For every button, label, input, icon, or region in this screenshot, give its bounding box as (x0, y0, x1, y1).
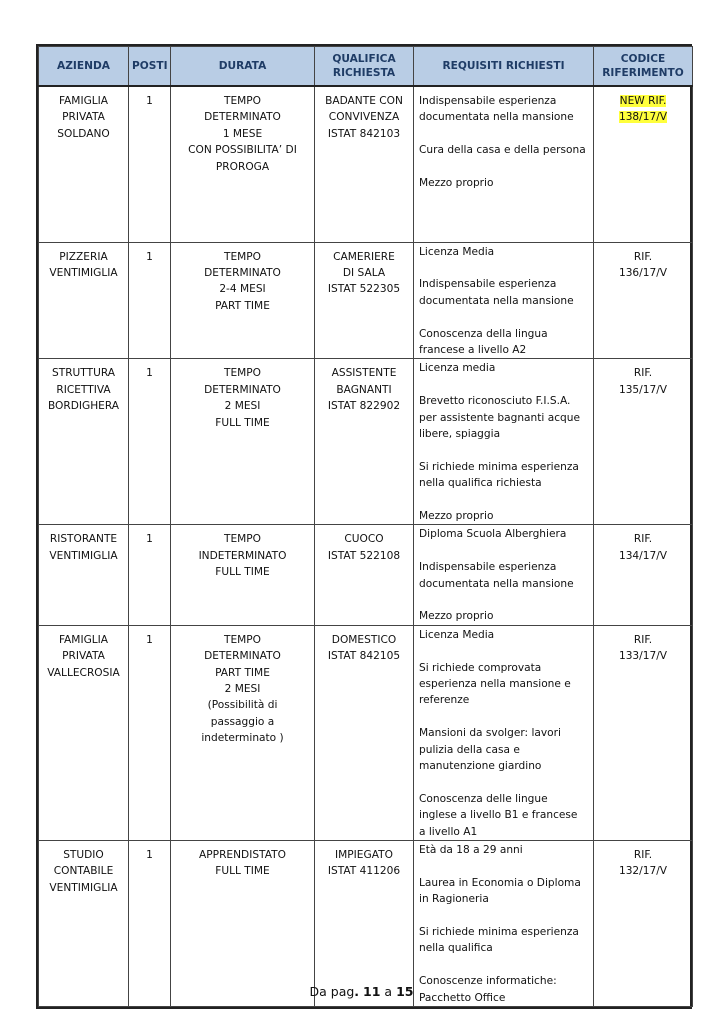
cell-durata (171, 625, 315, 840)
codice-line: 136/17/V (618, 266, 668, 279)
cell-qualifica-line: CONVIVENZA (328, 111, 400, 124)
cell-durata-line: DETERMINATO (204, 111, 281, 124)
requisito-line: Si richiede minima esperienza (419, 460, 579, 473)
footer-to-page: 15 (396, 984, 414, 999)
cell-durata-line: DETERMINATO (204, 383, 281, 396)
requisito-line: Si richiede minima esperienza (419, 925, 579, 938)
cell-posti (129, 525, 171, 625)
cell-azienda-line: FAMIGLIA (58, 633, 109, 646)
cell-azienda-line: VENTIMIGLIA (49, 549, 118, 562)
cell-durata-line: APPRENDISTATO (199, 848, 286, 861)
cell-durata-line: PROROGA (215, 160, 270, 173)
cell-durata-line: TEMPO (223, 95, 262, 107)
cell-azienda-line: PRIVATA (62, 650, 105, 663)
cell-azienda-line: STUDIO (63, 848, 104, 861)
codice-highlighted-line: NEW RIF. (619, 95, 667, 107)
cell-posti (129, 625, 171, 840)
requisito-line: manutenzione giardino (419, 759, 542, 772)
header-posti: POSTI (129, 47, 171, 87)
cell-durata-line: FULL TIME (215, 865, 270, 878)
cell-durata (171, 242, 315, 359)
footer-prefix: Da pag (309, 984, 355, 999)
cell-qualifica-line: ISTAT 822902 (327, 400, 401, 413)
cell-durata-line: 2-4 MESI (219, 283, 266, 296)
cell-codice (594, 625, 693, 840)
cell-azienda (39, 86, 129, 242)
requisito-line: francese a livello A2 (419, 343, 527, 356)
cell-durata-line: FULL TIME (215, 416, 270, 429)
cell-durata-line: DETERMINATO (204, 650, 281, 663)
cell-posti-line: 1 (146, 633, 153, 646)
table-row (39, 359, 693, 525)
job-offers-table-frame (36, 44, 692, 1009)
cell-qualifica (315, 525, 414, 625)
codice-line: RIF. (633, 367, 653, 380)
cell-qualifica (315, 840, 414, 1006)
cell-posti-line: 1 (146, 533, 153, 546)
requisito-line: Diploma Scuola Alberghiera (419, 528, 567, 541)
cell-durata (171, 86, 315, 242)
requisito-line: Si richiede comprovata (419, 661, 542, 674)
cell-qualifica-line: ISTAT 842105 (327, 650, 401, 663)
table-row (39, 625, 693, 840)
cell-qualifica-line: ISTAT 522305 (327, 283, 401, 296)
requisito-line: Cura della casa e della persona (419, 144, 586, 157)
requisito-line: Conoscenze informatiche: (419, 975, 557, 988)
cell-codice (594, 242, 693, 359)
cell-posti-line: 1 (146, 95, 153, 107)
job-offers-table (38, 46, 693, 1007)
page-range-footer (0, 984, 723, 999)
cell-qualifica (315, 242, 414, 359)
requisito-line: Mansioni da svolger: lavori (419, 727, 561, 740)
cell-posti (129, 86, 171, 242)
cell-azienda (39, 242, 129, 359)
requisito-line: pulizia della casa e (419, 743, 520, 756)
cell-durata-line: CON POSSIBILITA’ DI (188, 144, 297, 157)
table-row (39, 840, 693, 1006)
table-body (39, 86, 693, 1006)
cell-durata-line: 1 MESE (222, 127, 263, 140)
cell-azienda-line: STRUTTURA (52, 367, 115, 380)
header-azienda: AZIENDA (39, 47, 129, 87)
requisito-line: Mezzo proprio (419, 610, 494, 623)
cell-durata-line: TEMPO (223, 367, 262, 380)
cell-durata-line: TEMPO (223, 533, 262, 546)
cell-durata-line: (Possibilità di (207, 699, 278, 712)
cell-azienda-line: VALLECROSIA (47, 666, 120, 679)
cell-qualifica-line: CUOCO (344, 533, 384, 546)
requisito-line: in Ragioneria (419, 893, 489, 906)
cell-durata-line: TEMPO (223, 633, 262, 646)
cell-requisiti (414, 625, 594, 840)
cell-posti (129, 840, 171, 1006)
table-header-row (39, 47, 693, 87)
requisito-line: per assistente bagnanti acque (419, 411, 580, 424)
cell-durata-line: 2 MESI (224, 400, 261, 413)
cell-qualifica-line: ISTAT 522108 (327, 549, 401, 562)
cell-qualifica-line: ASSISTENTE (331, 367, 397, 380)
footer-dot: . (354, 984, 360, 999)
requisito-line: Brevetto riconosciuto F.I.S.A. (419, 395, 571, 408)
header-durata: DURATA (171, 47, 315, 87)
requisito-line: nella qualifica (419, 942, 493, 955)
requisito-line: Licenza Media (419, 245, 495, 258)
codice-line: 133/17/V (618, 650, 668, 663)
footer-mid: a (384, 984, 393, 999)
cell-qualifica-line: ISTAT 411206 (327, 865, 401, 878)
cell-codice (594, 525, 693, 625)
cell-qualifica-line: IMPIEGATO (335, 848, 393, 861)
codice-line: RIF. (633, 848, 653, 861)
requisito-line: Indispensabile esperienza (419, 278, 557, 291)
cell-durata-line: PART TIME (215, 299, 270, 312)
cell-posti (129, 359, 171, 525)
cell-posti-line: 1 (146, 848, 153, 861)
requisito-line: libere, spiaggia (419, 427, 501, 440)
cell-azienda (39, 840, 129, 1006)
cell-codice (594, 86, 693, 242)
cell-requisiti (414, 359, 594, 525)
cell-posti (129, 242, 171, 359)
codice-highlighted-line: 138/17/V (618, 111, 668, 124)
cell-qualifica (315, 86, 414, 242)
cell-requisiti (414, 86, 594, 242)
cell-durata (171, 840, 315, 1006)
requisito-line: Laurea in Economia o Diploma (419, 876, 581, 889)
cell-azienda-line: RICETTIVA (56, 383, 111, 396)
cell-posti-line: 1 (146, 250, 153, 263)
cell-durata-line: 2 MESI (224, 682, 261, 695)
cell-durata-line: TEMPO (223, 250, 262, 263)
requisito-line: nella qualifica richiesta (419, 477, 542, 490)
cell-posti-line: 1 (146, 367, 153, 380)
requisito-line: Età da 18 a 29 anni (419, 843, 523, 856)
requisito-line: documentata nella mansione (419, 111, 574, 124)
footer-from-page: 11 (363, 984, 381, 999)
header-qualifica: QUALIFICA RICHIESTA (315, 47, 414, 87)
cell-durata (171, 359, 315, 525)
cell-azienda-line: CONTABILE (53, 865, 114, 878)
requisito-line: documentata nella mansione (419, 577, 574, 590)
table-row (39, 86, 693, 242)
cell-durata-line: PART TIME (215, 666, 270, 679)
requisito-line: esperienza nella mansione e (419, 677, 571, 690)
cell-requisiti (414, 242, 594, 359)
cell-azienda (39, 359, 129, 525)
header-requisiti: REQUISITI RICHIESTI (414, 47, 594, 87)
requisito-line: Mezzo proprio (419, 509, 494, 522)
cell-qualifica (315, 625, 414, 840)
requisito-line: Pacchetto Office (419, 991, 506, 1004)
cell-durata-line: passaggio a (210, 715, 275, 728)
requisito-line: Indispensabile esperienza (419, 561, 557, 574)
cell-durata-line: DETERMINATO (204, 266, 281, 279)
cell-qualifica-line: DI SALA (342, 266, 386, 279)
cell-codice (594, 359, 693, 525)
cell-requisiti (414, 840, 594, 1006)
cell-azienda (39, 625, 129, 840)
cell-azienda-line: BORDIGHERA (47, 400, 120, 413)
requisito-line: a livello A1 (419, 825, 478, 838)
codice-line: 134/17/V (618, 549, 668, 562)
cell-durata-line: indeterminato ) (201, 732, 284, 745)
requisito-line: Mezzo proprio (419, 177, 494, 189)
requisito-line: Conoscenza della lingua (419, 327, 548, 340)
cell-azienda-line: SOLDANO (57, 127, 110, 140)
codice-line: RIF. (633, 633, 653, 646)
cell-azienda-line: RISTORANTE (49, 533, 118, 546)
cell-azienda-line: PIZZERIA (59, 250, 108, 263)
header-codice: CODICE RIFERIMENTO (594, 47, 693, 87)
cell-azienda-line: VENTIMIGLIA (49, 266, 118, 279)
table-row (39, 242, 693, 359)
cell-qualifica-line: ISTAT 842103 (327, 127, 401, 140)
cell-azienda-line: FAMIGLIA (58, 95, 109, 107)
requisito-line: Licenza media (419, 362, 496, 375)
cell-durata (171, 525, 315, 625)
requisito-line: Indispensabile esperienza (419, 95, 557, 107)
requisito-line: Conoscenza delle lingue (419, 792, 548, 805)
requisito-line: documentata nella mansione (419, 294, 574, 307)
cell-qualifica (315, 359, 414, 525)
codice-line: 132/17/V (618, 865, 668, 878)
requisito-line: referenze (419, 694, 470, 707)
cell-durata-line: INDETERMINATO (198, 549, 287, 562)
cell-azienda-line: VENTIMIGLIA (49, 881, 118, 894)
cell-azienda-line: PRIVATA (62, 111, 105, 124)
cell-requisiti (414, 525, 594, 625)
cell-codice (594, 840, 693, 1006)
codice-line: 135/17/V (618, 383, 668, 396)
table-row (39, 525, 693, 625)
requisito-line: Licenza Media (419, 628, 495, 641)
cell-qualifica-line: DOMESTICO (331, 633, 397, 646)
cell-durata-line: FULL TIME (215, 566, 270, 579)
cell-azienda (39, 525, 129, 625)
codice-line: RIF. (633, 533, 653, 546)
codice-line: RIF. (633, 250, 653, 263)
cell-qualifica-line: CAMERIERE (333, 250, 395, 263)
requisito-line: inglese a livello B1 e francese (419, 809, 578, 822)
cell-qualifica-line: BADANTE CON (325, 95, 403, 107)
cell-qualifica-line: BAGNANTI (336, 383, 392, 396)
